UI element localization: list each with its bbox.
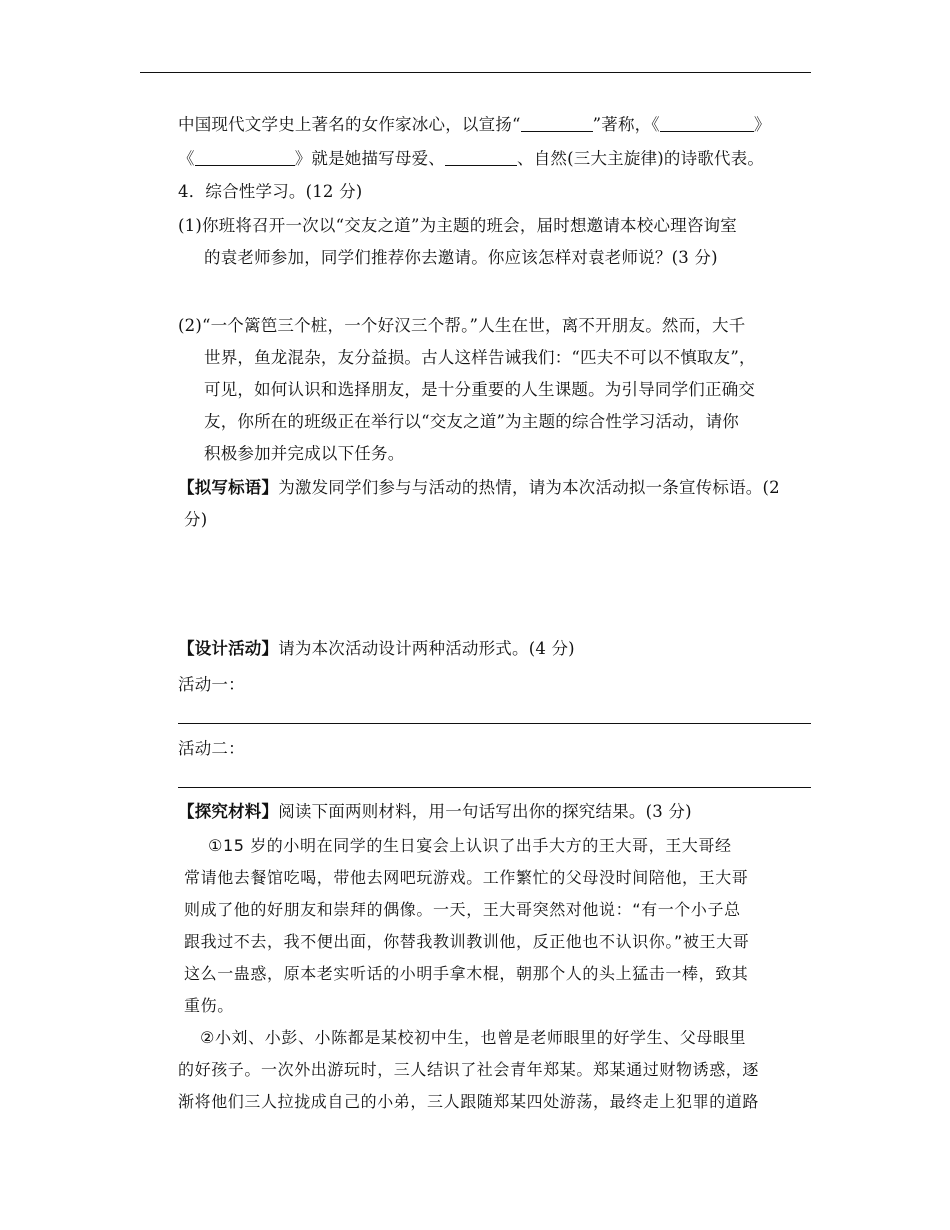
q4-p2-line-4: 友，你所在的班级正在举行以“交友之道”为主题的综合性学习活动，请你 <box>204 412 739 431</box>
q4-p1-line-2: 的袁老师参加，同学们推荐你去邀请。你应该怎样对袁老师说？(3 分) <box>204 248 718 267</box>
blank-3[interactable] <box>195 149 295 166</box>
activity-2-answer-line[interactable] <box>178 787 811 788</box>
material-1-line-3: 则成了他的好朋友和崇拜的偶像。一天，王大哥突然对他说：“有一个小子总 <box>184 900 741 919</box>
material-2-line-2: 的好孩子。一次外出游玩时，三人结识了社会青年郑某。郑某通过财物诱惑，逐 <box>178 1060 760 1079</box>
material-1-line-2: 常请他去餐馆吃喝，带他去网吧玩游戏。工作繁忙的父母没时间陪他，王大哥 <box>184 868 749 887</box>
material-1-line-6: 重伤。 <box>184 996 234 1015</box>
blank-2[interactable] <box>660 115 754 132</box>
material-2-line-3: 渐将他们三人拉拢成自己的小弟，三人跟随郑某四处游荡，最终走上犯罪的道路 <box>178 1092 760 1111</box>
blank-1[interactable] <box>521 115 593 132</box>
q4-p2-line-5: 积极参加并完成以下任务。 <box>204 444 405 463</box>
q3-line-2: 《 》就是她描写母爱、 、自然(三大主旋律)的诗歌代表。 <box>178 149 765 168</box>
header-rule <box>140 72 811 73</box>
slogan-heading: 【拟写标语】 <box>178 478 279 497</box>
material-2-line-1: ②小刘、小彭、小陈都是某校初中生，也曾是老师眼里的好学生、父母眼里 <box>200 1028 747 1047</box>
explore-task: 【探究材料】阅读下面两则材料，用一句话写出你的探究结果。(3 分) <box>178 802 692 821</box>
q4-p2-line-2: 世界，鱼龙混杂，友分益损。古人这样告诫我们：“匹夫不可以不慎取友”， <box>204 348 756 367</box>
explore-heading: 【探究材料】 <box>178 802 279 821</box>
activity-1-label: 活动一： <box>178 675 245 694</box>
q4-p1-line-1: (1)你班将召开一次以“交友之道”为主题的班会，届时想邀请本校心理咨询室 <box>178 216 737 235</box>
material-1-line-5: 这么一蛊惑，原本老实听话的小明手拿木棍，朝那个人的头上猛击一棒，致其 <box>184 964 749 983</box>
material-1-line-1: ①15 岁的小明在同学的生日宴会上认识了出手大方的王大哥，王大哥经 <box>208 836 732 855</box>
q3-line-1: 中国现代文学史上著名的女作家冰心，以宣扬“ ”著称，《 》 <box>178 115 771 134</box>
design-heading: 【设计活动】 <box>178 639 279 658</box>
activity-2-label: 活动二： <box>178 739 245 758</box>
blank-4[interactable] <box>445 149 517 166</box>
slogan-task-tail: 分) <box>184 510 208 529</box>
slogan-task: 【拟写标语】为激发同学们参与与活动的热情，请为本次活动拟一条宣传标语。(2 <box>178 478 780 497</box>
q4-title: 4．综合性学习。(12 分) <box>178 182 363 201</box>
activity-1-answer-line[interactable] <box>178 723 811 724</box>
design-task: 【设计活动】请为本次活动设计两种活动形式。(4 分) <box>178 639 575 658</box>
q4-p2-line-1: (2)“一个篱笆三个桩，一个好汉三个帮。”人生在世，离不开朋友。然而，大千 <box>178 316 746 335</box>
q4-p2-line-3: 可见，如何认识和选择朋友，是十分重要的人生课题。为引导同学们正确交 <box>204 380 756 399</box>
material-1-line-4: 跟我过不去，我不便出面，你替我教训教训他，反正他也不认识你。”被王大哥 <box>184 932 750 951</box>
